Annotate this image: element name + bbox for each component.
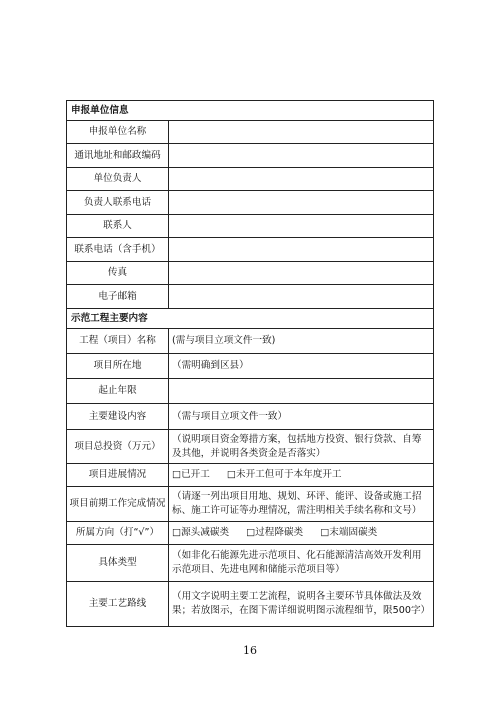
section-title-project: 示范工程主要内容 [67,309,434,329]
checkbox-option-started[interactable]: □已开工 [172,469,210,480]
field-label: 通讯地址和邮政编码 [67,144,169,168]
form-row-specific-type [67,545,434,582]
application-form-table [66,100,434,627]
form-row-contact-phone [67,238,434,262]
field-label: 项目进展情况 [67,464,169,487]
field-options-direction [169,522,434,545]
field-label: 电子邮箱 [67,285,169,309]
section-header-project [67,309,434,329]
form-row-preliminary-work [67,487,434,522]
field-note-specific-type[interactable]: （如非化石能源先进示范项目、化石能源清洁高效开发利用示范项目、先进电网和储能示范项目等） [169,545,434,582]
field-label: 具体类型 [67,545,169,582]
checkbox-option-end-fixation[interactable]: □末端固碳类 [320,527,378,538]
page-number: 16 [243,644,257,657]
field-note-process-route[interactable]: （用文字说明主要工艺流程，说明各主要环节具体做法及效果；若放图示，在图下需详细说明图示流程细节，限500字） [169,582,434,627]
field-value-unit-name[interactable] [169,121,434,144]
form-row-location [67,354,434,379]
field-label: 主要工艺路线 [67,582,169,627]
checkbox-option-source-reduction[interactable]: □源头减碳类 [172,527,230,538]
field-value-unit-head[interactable] [169,168,434,191]
field-value-head-phone[interactable] [169,191,434,215]
field-value-contact-phone[interactable] [169,238,434,262]
field-note-preliminary-work[interactable]: （请逐一列出项目用地、规划、环评、能评、设备或施工招标、施工许可证等办理情况，需注明相关手续名称和文号） [169,487,434,522]
field-value-address[interactable] [169,144,434,168]
form-row-project-name [67,329,434,354]
form-row-contact [67,215,434,238]
field-label: 联系电话（含手机） [67,238,169,262]
form-row-direction [67,522,434,545]
form-row-total-investment [67,430,434,464]
field-value-email[interactable] [169,285,434,309]
field-label: 联系人 [67,215,169,238]
form-row-fax [67,262,434,285]
field-value-period[interactable] [169,379,434,404]
field-label: 申报单位名称 [67,121,169,144]
field-options-progress [169,464,434,487]
form-row-process-route [67,582,434,627]
field-label: 起止年限 [67,379,169,404]
form-row-progress [67,464,434,487]
field-label: 项目总投资（万元） [67,430,169,464]
field-value-fax[interactable] [169,262,434,285]
field-label: 主要建设内容 [67,404,169,430]
field-note-main-content[interactable]: （需与项目立项文件一致） [169,404,434,430]
field-label: 单位负责人 [67,168,169,191]
checkbox-option-process-reduction[interactable]: □过程降碳类 [246,527,304,538]
section-header-applicant [67,101,434,121]
field-label: 传真 [67,262,169,285]
form-row-unit-name [67,121,434,144]
form-row-address [67,144,434,168]
field-label: 工程（项目）名称 [67,329,169,354]
field-value-contact[interactable] [169,215,434,238]
field-label: 项目所在地 [67,354,169,379]
form-row-email [67,285,434,309]
field-label: 负责人联系电话 [67,191,169,215]
form-row-head-phone [67,191,434,215]
field-note-project-name[interactable]: (需与项目立项文件一致) [169,329,434,354]
field-label: 所属方向（打“√”） [67,522,169,545]
field-label: 项目前期工作完成情况 [67,487,169,522]
form-row-period [67,379,434,404]
section-title-applicant: 申报单位信息 [67,101,434,121]
form-row-unit-head [67,168,434,191]
checkbox-option-not-started[interactable]: □未开工但可于本年度开工 [226,469,342,480]
field-note-location[interactable]: （需明确到区县） [169,354,434,379]
form-row-main-content [67,404,434,430]
field-note-total-investment[interactable]: （说明项目资金筹措方案，包括地方投资、银行贷款、自筹及其他，并说明各类资金是否落实） [169,430,434,464]
